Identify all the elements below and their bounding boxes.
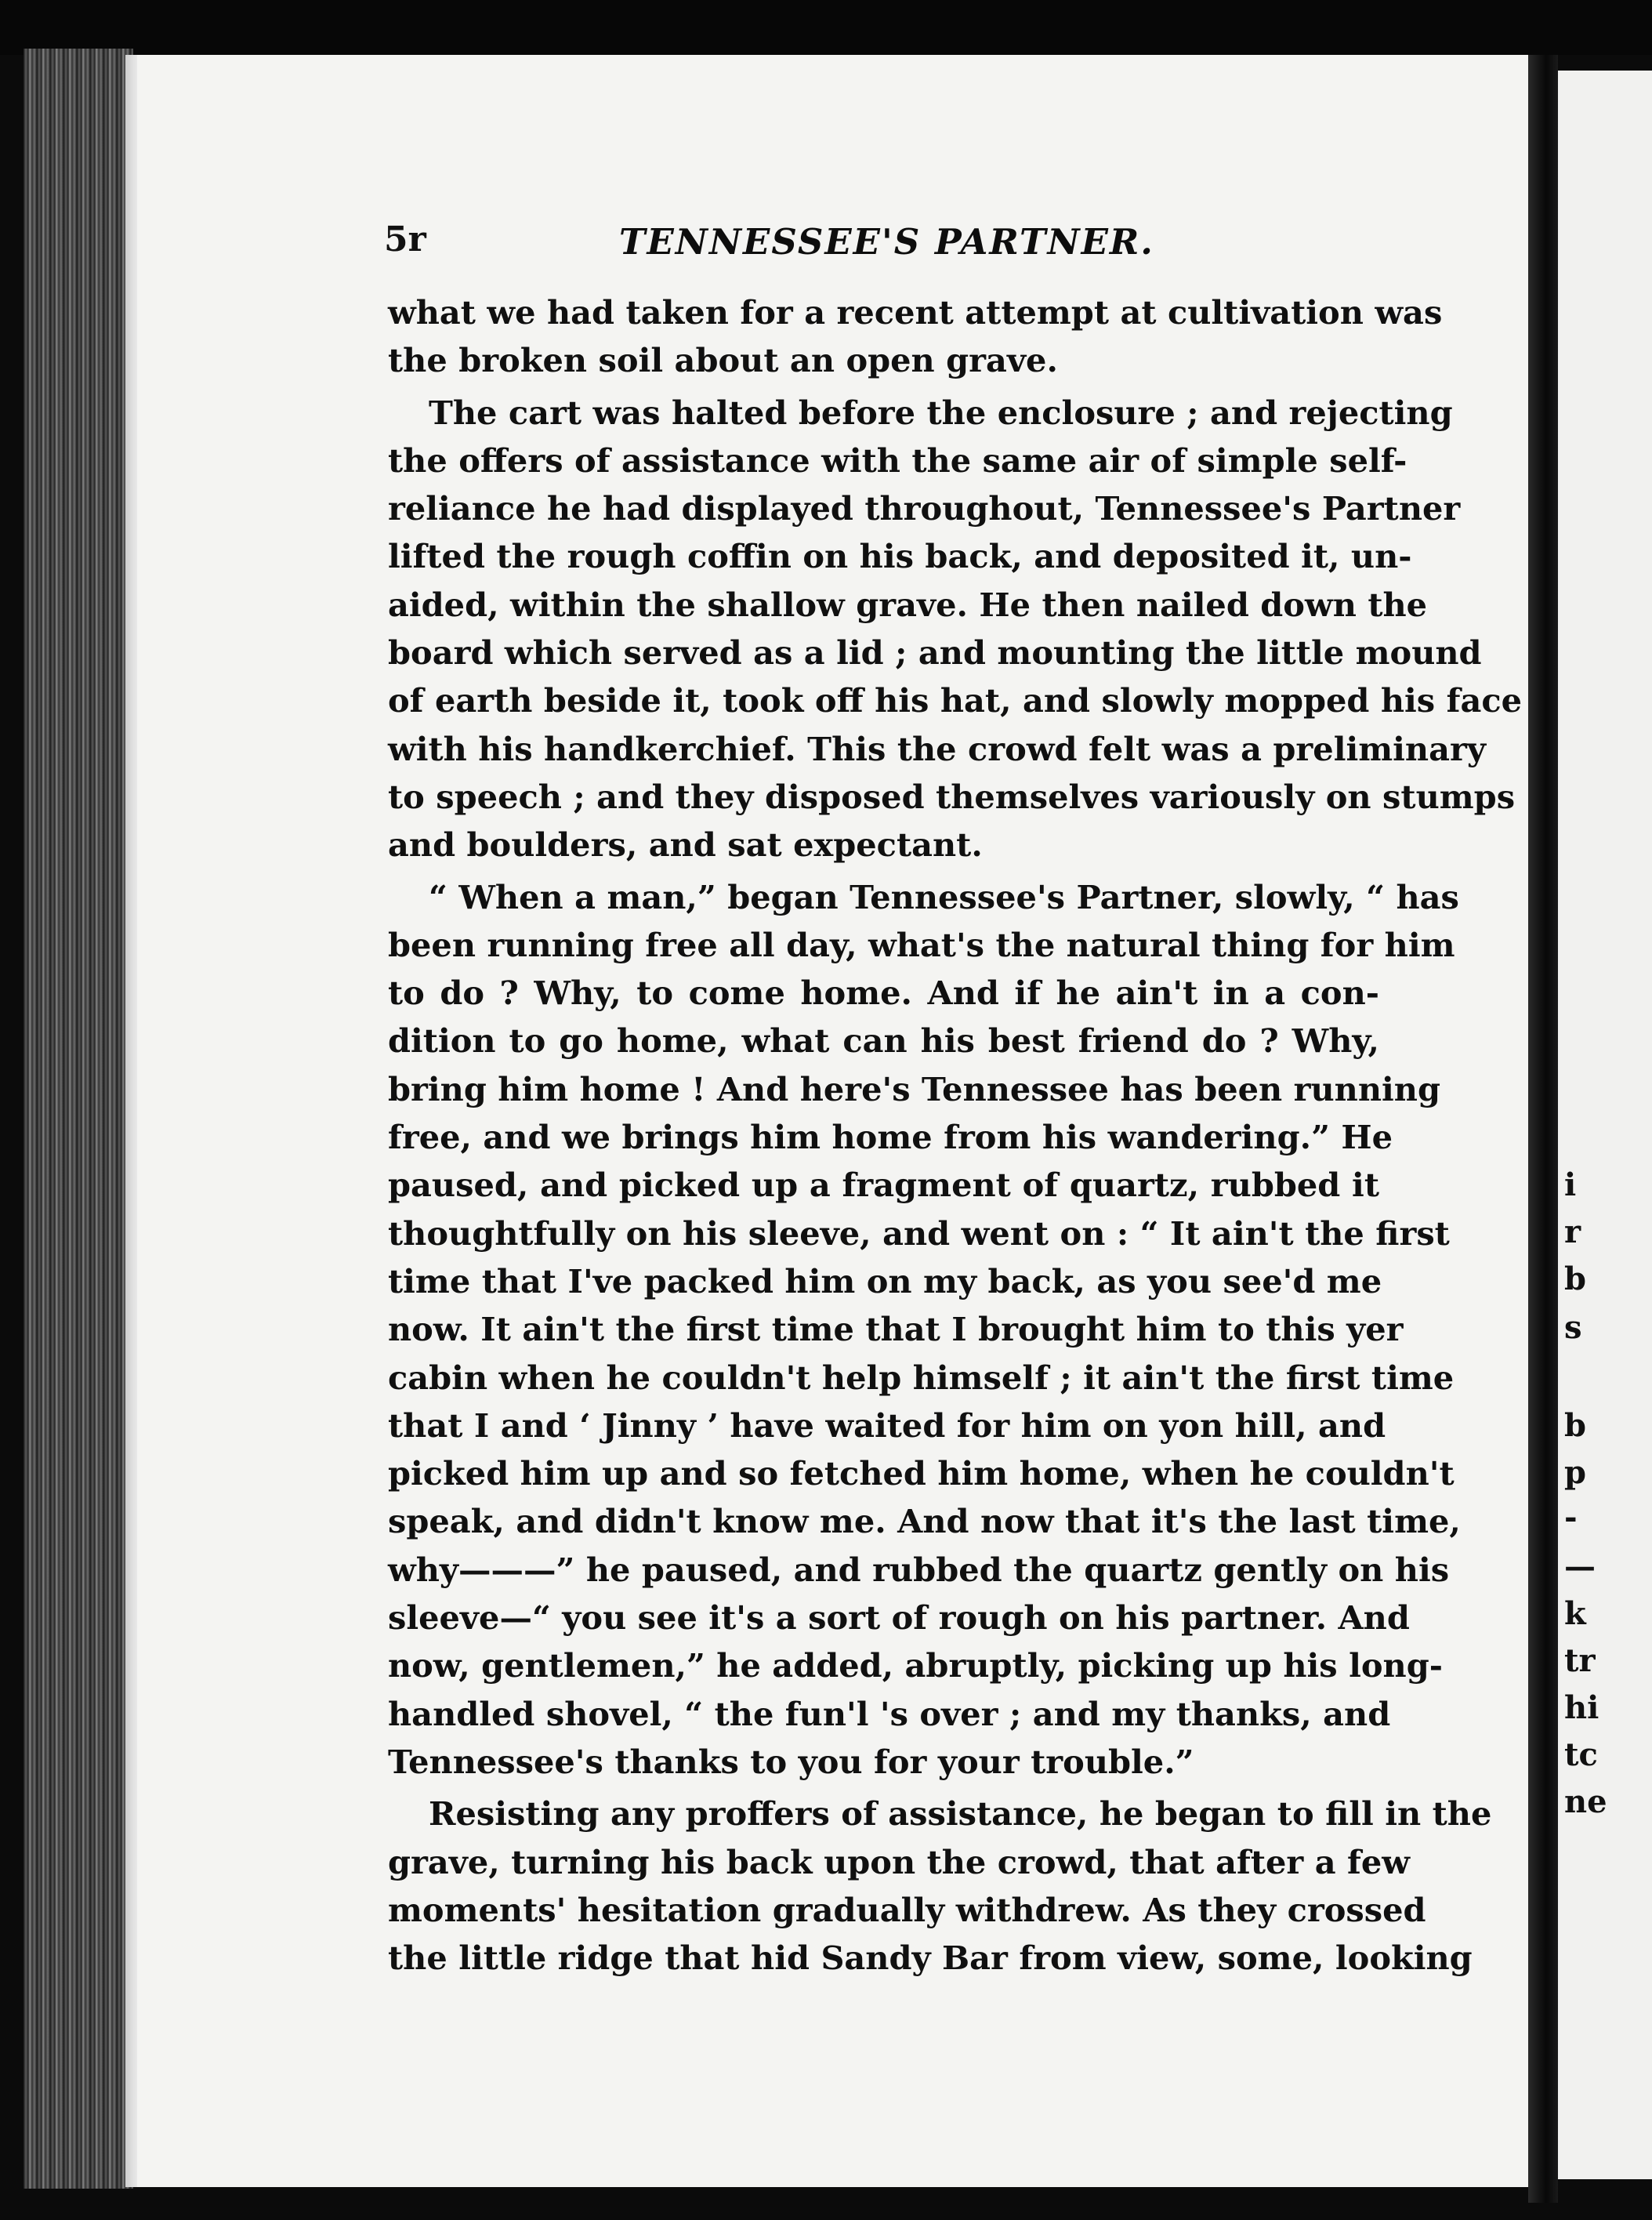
text-line: The cart was halted before the enclosure ; and rejecting — [429, 393, 1453, 432]
page-gutter — [1528, 55, 1558, 2203]
facing-page-glyph: b — [1564, 1261, 1586, 1297]
text-line: what we had taken for a recent attempt at cultivation was — [388, 293, 1443, 332]
text-line: cabin when he couldn't help himself ; it ain't the first time — [388, 1358, 1455, 1397]
facing-page-glyph: hi — [1564, 1689, 1599, 1726]
facing-page-glyph: tr — [1564, 1642, 1596, 1679]
book-binding-edge — [24, 49, 133, 2189]
facing-page-glyph: k — [1564, 1595, 1586, 1632]
scan-top-shadow — [0, 0, 1652, 55]
text-line: the offers of assistance with the same air of simple self- — [388, 441, 1407, 480]
text-line: “ When a man,” began Tennessee's Partner, slowly, “ has — [429, 877, 1459, 916]
facing-page-glyph: p — [1564, 1454, 1586, 1491]
text-line: handled shovel, “ the fun'l 's over ; and my thanks, and — [388, 1694, 1391, 1733]
facing-page-glyph: b — [1564, 1407, 1586, 1444]
text-line: been running free all day, what's the natural thing for him — [388, 925, 1455, 964]
facing-page-glyph: tc — [1564, 1736, 1598, 1773]
text-line: thoughtfully on his sleeve, and went on : “ It ain't the first — [388, 1213, 1450, 1253]
facing-page-glyph: — — [1564, 1548, 1596, 1585]
facing-page-glyph: - — [1564, 1499, 1578, 1536]
facing-page-fragment — [1558, 71, 1652, 2179]
text-line: lifted the rough coffin on his back, and deposited it, un- — [388, 537, 1412, 576]
text-line: aided, within the shallow grave. He then nailed down the — [388, 585, 1428, 624]
text-line: now. It ain't the first time that I brought him to this yer — [388, 1310, 1404, 1349]
facing-page-glyph: i — [1564, 1166, 1577, 1203]
running-head-title: TENNESSEE'S PARTNER. — [619, 221, 1154, 263]
page-number: 5r — [384, 219, 426, 259]
text-line: time that I've packed him on my back, as you see'd me — [388, 1261, 1382, 1300]
text-line: sleeve—“ you see it's a sort of rough on his partner. And — [388, 1598, 1410, 1638]
text-line: reliance he had displayed throughout, Tennessee's Partner — [388, 489, 1461, 528]
facing-page-glyph: ne — [1564, 1783, 1607, 1820]
text-line: to speech ; and they disposed themselves variously on stumps — [388, 777, 1516, 816]
text-line: grave, turning his back upon the crowd, that after a few — [388, 1842, 1411, 1881]
text-line: to do ? Why, to come home. And if he ain't in a con- — [388, 974, 1379, 1013]
text-line: the little ridge that hid Sandy Bar from view, some, looking — [388, 1939, 1473, 1978]
facing-page-glyph: s — [1564, 1309, 1582, 1346]
text-line: now, gentlemen,” he added, abruptly, picking up his long- — [388, 1646, 1443, 1685]
facing-page-glyph: r — [1564, 1213, 1581, 1250]
text-line: that I and ‘ Jinny ’ have waited for him on yon hill, and — [388, 1406, 1386, 1445]
text-line: picked him up and so fetched him home, when he couldn't — [388, 1454, 1455, 1493]
text-line: speak, and didn't know me. And now that it's the last time, — [388, 1502, 1461, 1541]
text-line: free, and we brings him home from his wandering.” He — [388, 1118, 1393, 1157]
text-line: of earth beside it, took off his hat, and slowly mopped his face — [388, 681, 1523, 720]
text-line: bring him home ! And here's Tennessee has been running — [388, 1069, 1440, 1108]
text-line: dition to go home, what can his best friend do ? Why, — [388, 1021, 1379, 1061]
text-line: with his handkerchief. This the crowd felt was a preliminary — [388, 729, 1486, 768]
text-line: Tennessee's thanks to you for your trouble.” — [388, 1742, 1194, 1781]
text-line: the broken soil about an open grave. — [388, 341, 1058, 380]
body-text — [388, 288, 1523, 1982]
text-line: moments' hesitation gradually withdrew. As they crossed — [388, 1890, 1426, 1929]
text-line: why———” he paused, and rubbed the quartz gently on his — [388, 1550, 1450, 1589]
text-line: and boulders, and sat expectant. — [388, 825, 983, 865]
text-line: board which served as a lid ; and mounting the little mound — [388, 633, 1482, 673]
text-line: Resisting any proffers of assistance, he began to fill in the — [429, 1794, 1492, 1834]
text-line: paused, and picked up a fragment of quartz, rubbed it — [388, 1166, 1379, 1205]
